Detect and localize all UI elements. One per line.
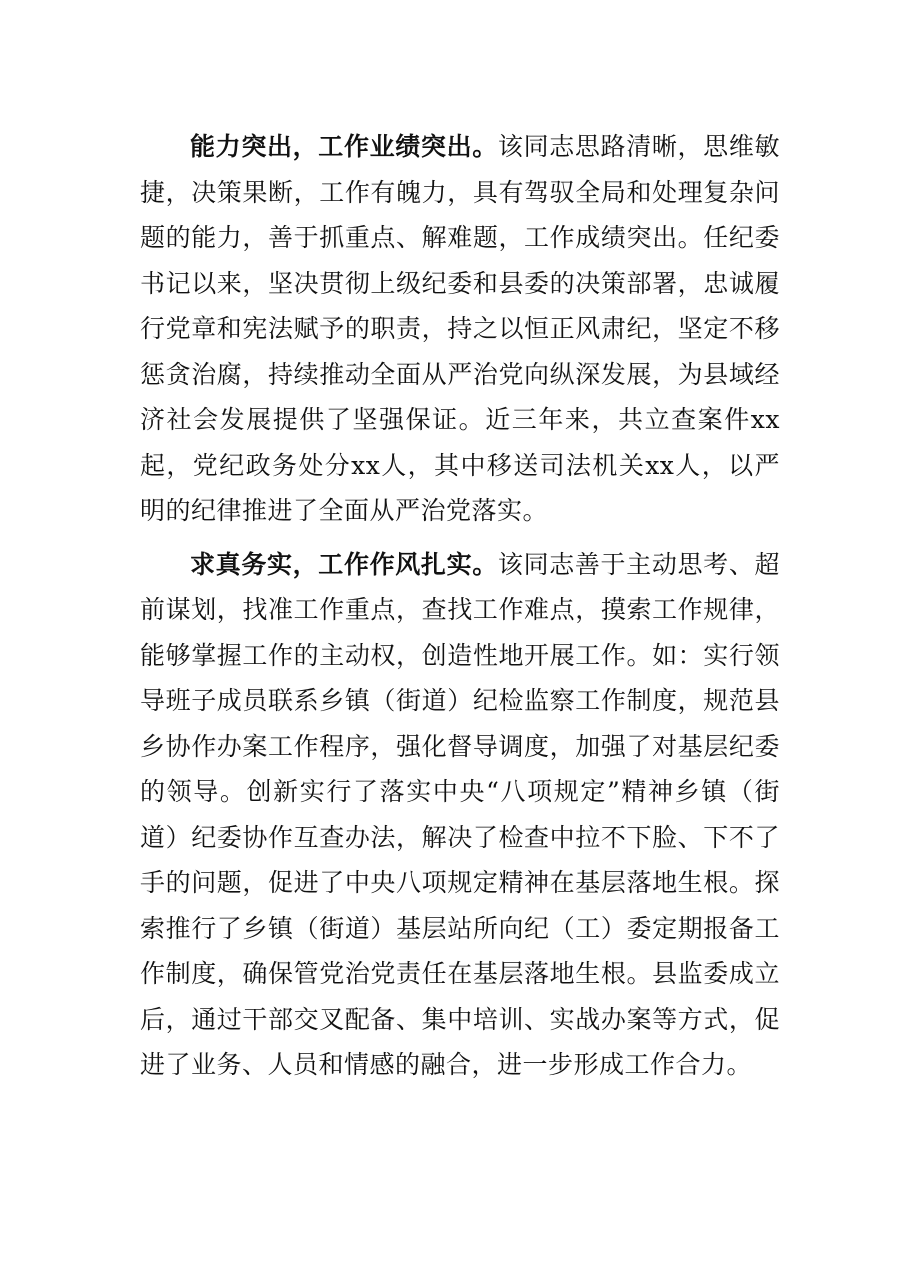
paragraph-ability — [140, 124, 780, 534]
paragraph-heading: 能力突出，工作业绩突出。 — [190, 132, 498, 161]
paragraph-text: 该同志善于主动思考、超前谋划，找准工作重点，查找工作难点，摸索工作规律，能够掌握工作的主动权，创造性地开展工作。如：实行领导班子成员联系乡镇（街道）纪检监察工作制度，规范县乡协作办案工作程序，强化督导调度，加强了对基层纪委的领导。创新实行了落实中央“八项规定”精神乡镇（街道）纪委协作互查办法，解决了检查中拉不下脸、下不了手的问题，促进了中央八项规定精神在基层落地生根。探索推行了乡镇（街道）基层站所向纪（工）委定期报备工作制度，确保管党治党责任在基层落地生根。县监委成立后，通过干部交叉配备、集中培训、实战办案等方式，促进了业务、人员和情感的融合，进一步形成工作合力。 — [140, 549, 780, 1079]
document-body — [140, 124, 780, 1088]
paragraph-heading: 求真务实，工作作风扎实。 — [190, 549, 498, 579]
paragraph-work-style — [140, 542, 780, 1088]
paragraph-text: 该同志思路清晰，思维敏捷，决策果断，工作有魄力，具有驾驭全局和处理复杂问题的能力，善于抓重点、解难题，工作成绩突出。任纪委书记以来，坚决贯彻上级纪委和县委的决策部署，忠诚履行党章和宪法赋予的职责，持之以恒正风肃纪，坚定不移惩贪治腐，持续推动全面从严治党向纵深发展，为县域经济社会发展提供了坚强保证。近三年来，共立查案件xx起，党纪政务处分xx人，其中移送司法机关xx人，以严明的纪律推进了全面从严治党落实。 — [140, 132, 780, 525]
